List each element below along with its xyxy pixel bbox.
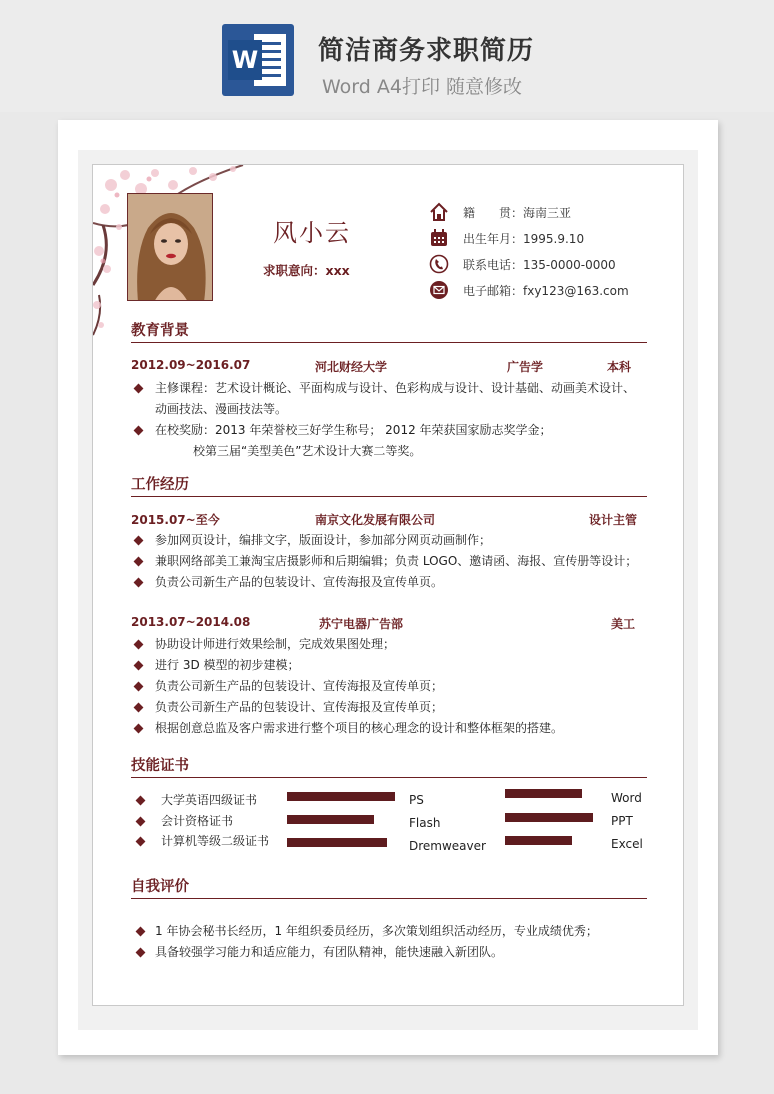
bullet-diamond-icon: [134, 536, 144, 546]
job-bullet: 负责公司新生产品的包装设计、宣传海报及宣传单页；: [155, 679, 444, 693]
banner-subtitle: Word A4打印 随意修改: [322, 76, 523, 98]
skills-title: 技能证书: [131, 758, 189, 774]
bullet-diamond-icon: [136, 796, 146, 806]
job-company: 苏宁电器广告部: [319, 617, 404, 631]
self-eval-bullet: 具备较强学习能力和适应能力，有团队精神，能快速融入新团队。: [155, 945, 504, 959]
skill-bar-ps: [287, 792, 395, 801]
education-divider: [131, 342, 647, 343]
bullet-diamond-icon: [134, 426, 144, 436]
bullet-diamond-icon: [136, 948, 146, 958]
info-email-text: 电子邮箱：fxy123@163.com: [463, 283, 629, 298]
self-eval-divider: [131, 898, 647, 899]
bullet-diamond-icon: [134, 703, 144, 713]
info-birth: [429, 227, 584, 249]
bullet-diamond-icon: [134, 661, 144, 671]
education-school: 河北财经大学: [315, 360, 388, 374]
email-icon: [429, 280, 449, 300]
work-divider: [131, 496, 647, 497]
home-icon: [429, 202, 449, 222]
candidate-name: 风小云: [273, 219, 351, 247]
job-position: 设计主管: [589, 513, 638, 527]
skill-label-ppt: PPT: [611, 814, 633, 828]
skill-label-dremweaver: Dremweaver: [409, 839, 486, 853]
skill-bar-excel: [505, 836, 572, 845]
self-eval-bullet: 1 年协会秘书长经历，1 年组织委员经历，多次策划组织活动经历，专业成绩优秀；: [155, 924, 598, 938]
job-bullet: 参加网页设计，编排文字，版面设计，参加部分网页动画制作；: [155, 533, 492, 547]
job-period: 2015.07~至今: [131, 513, 220, 527]
phone-icon: [429, 254, 449, 274]
job-position: 美工: [611, 617, 636, 631]
certificate-item: 计算机等级二级证书: [161, 834, 270, 848]
education-title: 教育背景: [131, 323, 189, 339]
job-bullet: 负责公司新生产品的包装设计、宣传海报及宣传单页。: [155, 575, 444, 589]
bullet-diamond-icon: [134, 384, 144, 394]
job-bullet: 兼职网络部美工兼淘宝店摄影师和后期编辑；负责 LOGO、邀请函、海报、宣传册等设计；: [155, 554, 638, 568]
bullet-diamond-icon: [134, 557, 144, 567]
calendar-icon: [429, 228, 449, 248]
skill-bar-flash: [287, 815, 374, 824]
education-bullet: 在校奖励：2013 年荣誉校三好学生称号； 2012 年荣获国家励志奖学金；: [155, 423, 552, 437]
skills-divider: [131, 777, 647, 778]
job-company: 南京文化发展有限公司: [315, 513, 436, 527]
education-major: 广告学: [507, 360, 544, 374]
info-email: [429, 279, 629, 301]
job-bullet: 根据创意总监及客户需求进行整个项目的核心理念的设计和整体框架的搭建。: [155, 721, 564, 735]
header-banner: [0, 0, 774, 112]
skill-label-flash: Flash: [409, 816, 441, 830]
info-phone-text: 联系电话：135-0000-0000: [463, 257, 616, 272]
skill-label-word: Word: [611, 791, 642, 805]
skill-bar-ppt: [505, 813, 593, 822]
bullet-diamond-icon: [136, 927, 146, 937]
skill-label-excel: Excel: [611, 837, 643, 851]
education-period: 2012.09~2016.07: [131, 358, 251, 372]
job-period: 2013.07~2014.08: [131, 615, 251, 629]
bullet-diamond-icon: [136, 817, 146, 827]
resume-sheet: [92, 164, 684, 1006]
bullet-diamond-icon: [136, 837, 146, 847]
education-bullet-continued: 校第三届“美型美色”艺术设计大赛二等奖。: [193, 444, 422, 458]
education-bullet: 主修课程：艺术设计概论、平面构成与设计、色彩构成与设计、设计基础、动画美术设计、: [155, 381, 636, 395]
profile-photo: [127, 193, 213, 301]
resume-paper: [58, 120, 718, 1055]
self-eval-title: 自我评价: [131, 879, 189, 895]
banner-title: 简洁商务求职简历: [318, 36, 535, 66]
info-hometown: [429, 201, 571, 223]
info-birth-text: 出生年月：1995.9.10: [463, 231, 585, 246]
certificate-item: 大学英语四级证书: [161, 793, 258, 807]
skill-label-ps: PS: [409, 793, 424, 807]
job-bullet: 进行 3D 模型的初步建模；: [155, 658, 300, 672]
bullet-diamond-icon: [134, 640, 144, 650]
bullet-diamond-icon: [134, 578, 144, 588]
job-bullet: 负责公司新生产品的包装设计、宣传海报及宣传单页；: [155, 700, 444, 714]
work-title: 工作经历: [131, 477, 189, 493]
certificate-item: 会计资格证书: [161, 814, 234, 828]
skill-bar-dremweaver: [287, 838, 387, 847]
info-hometown-text: 籍 贯：海南三亚: [463, 205, 572, 220]
word-logo-letter: W: [228, 40, 262, 80]
skill-bar-word: [505, 789, 582, 798]
education-degree: 本科: [607, 360, 632, 374]
education-bullet-continued: 动画技法、漫画技法等。: [155, 402, 288, 416]
job-bullet: 协助设计师进行效果绘制，完成效果图处理；: [155, 637, 396, 651]
bullet-diamond-icon: [134, 724, 144, 734]
info-phone: [429, 253, 616, 275]
word-logo-icon: [222, 24, 294, 96]
bullet-diamond-icon: [134, 682, 144, 692]
job-intent: 求职意向：xxx: [263, 263, 350, 278]
